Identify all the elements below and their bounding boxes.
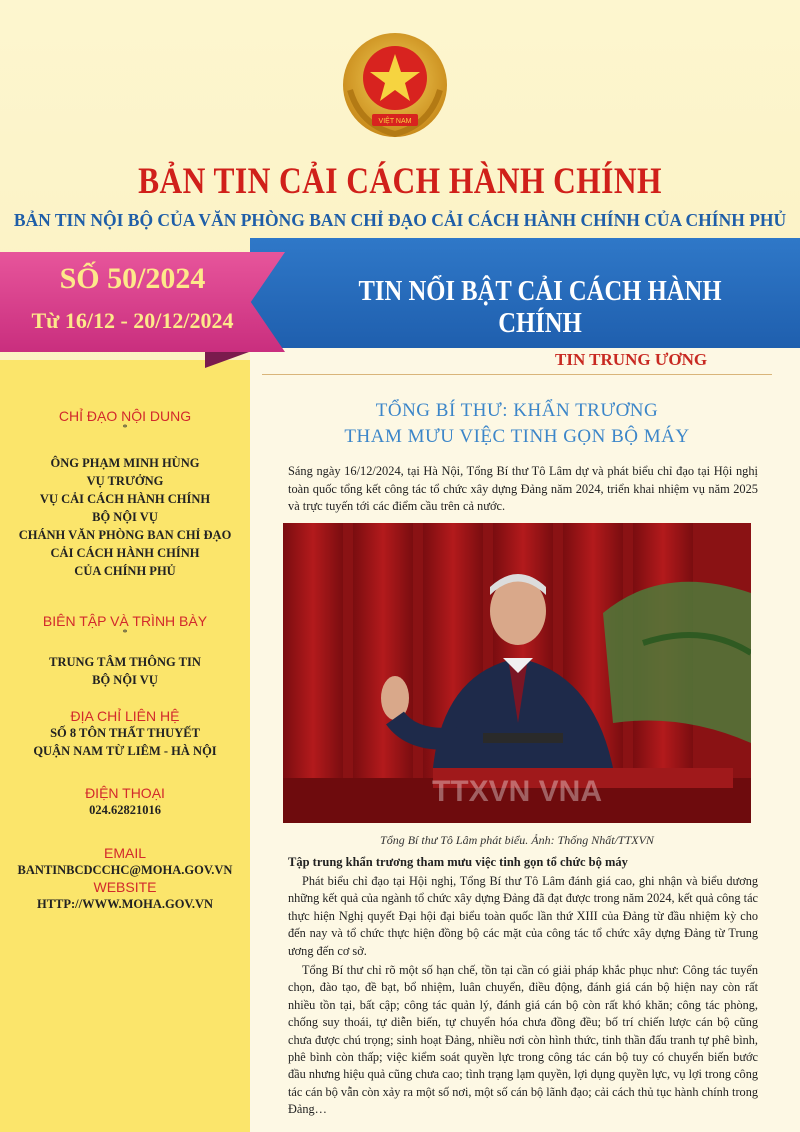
sidebar-heading: BIÊN TẬP VÀ TRÌNH BÀY bbox=[42, 613, 208, 629]
sidebar-star: * bbox=[122, 423, 128, 434]
section-divider bbox=[262, 374, 772, 375]
emblem-ribbon-text: VIỆT NAM bbox=[378, 118, 412, 125]
sidebar-line: ÔNG PHẠM MINH HÙNG bbox=[50, 456, 200, 470]
sidebar-line: BỘ NỘI VỤ bbox=[92, 673, 158, 687]
sidebar-line: QUẬN NAM TỪ LIÊM - HÀ NỘI bbox=[33, 744, 217, 758]
article-lead: Sáng ngày 16/12/2024, tại Hà Nội, Tổng Bí thư Tô Lâm dự và phát biểu chỉ đạo tại Hội nghị toàn quốc tổng kết công tác tổ chức xây dựng Đảng năm 2024, triển khai nhiệm vụ năm 2025 và trực tuyến tới các điểm cầu trên cả nước. bbox=[288, 464, 758, 513]
sidebar-line: BỘ NỘI VỤ bbox=[92, 510, 158, 524]
issue-ribbon-fold bbox=[205, 352, 249, 368]
issue-dates: Từ 16/12 - 20/12/2024 bbox=[31, 308, 234, 333]
sidebar-heading: CHỈ ĐẠO NỘI DUNG bbox=[58, 408, 192, 424]
phone-number: 024.62821016 bbox=[89, 803, 161, 817]
sidebar-dia-chi bbox=[0, 708, 250, 760]
article-photo bbox=[283, 523, 751, 823]
sidebar-email bbox=[0, 845, 250, 913]
sidebar-line: TRUNG TÂM THÔNG TIN bbox=[49, 655, 201, 669]
section-label: TIN TRUNG ƯƠNG bbox=[555, 350, 708, 369]
website-link[interactable]: HTTP://WWW.MOHA.GOV.VN bbox=[36, 897, 214, 911]
article-title-line: THAM MƯU VIỆC TINH GỌN BỘ MÁY bbox=[344, 426, 690, 447]
issue-number: SỐ 50/2024 bbox=[59, 262, 206, 295]
banner-title: TIN NỔI BẬT CẢI CÁCH HÀNH CHÍNH bbox=[358, 276, 722, 339]
article-paragraph: Tổng Bí thư chỉ rõ một số hạn chế, tồn tại cần có giải pháp khắc phục như: Công tác tuyển chọn, đào tạo, đề bạt, bổ nhiệm, luân chuyển, điều động, đánh giá cán bộ hiện nay còn rất nhiều tồn tại, bất cập; công tác quản lý, đánh giá cán bộ còn rất khó khăn; công tác phòng, chống suy thoái, tự diễn biến, tự chuyển hóa chưa đồng đều; bố trí chiến lược cán bộ cũng chưa được chú trọng; sinh hoạt Đảng, nhiều nơi còn hình thức, tinh thần đấu tranh tự phê bình, phê bình còn thấp; việc kiểm soát quyền lực trong công tác cán bộ tuy có chuyển biến bước đầu nhưng hiệu quả cũng chưa cao; tình trạng lạm quyền, lợi dụng quyền lực, vụ lợi trong công tác cán bộ vẫn còn xảy ra một số nơi, một số cán bộ lãnh đạo; cải cách thủ tục hành chính trong Đảng… bbox=[288, 963, 758, 1117]
newsletter-title: BẢN TIN CẢI CÁCH HÀNH CHÍNH bbox=[138, 161, 662, 202]
sidebar-chi-dao bbox=[0, 408, 250, 580]
sidebar-heading: ĐIỆN THOẠI bbox=[85, 785, 165, 801]
national-emblem-icon bbox=[340, 30, 450, 140]
sidebar-line: VỤ CẢI CÁCH HÀNH CHÍNH bbox=[39, 492, 211, 506]
email-address[interactable]: BANTINBCDCCHC@MOHA.GOV.VN bbox=[17, 863, 233, 877]
sidebar-dien-thoai bbox=[0, 785, 250, 819]
sidebar-heading: EMAIL bbox=[103, 845, 146, 861]
sidebar-star: * bbox=[122, 628, 128, 639]
photo-caption: Tổng Bí thư Tô Lâm phát biểu. Ảnh: Thống Nhất/TTXVN bbox=[380, 833, 654, 847]
article-title bbox=[262, 398, 772, 450]
photo-watermark: TTXVN VNA bbox=[431, 775, 603, 808]
sidebar-heading: ĐỊA CHỈ LIÊN HỆ bbox=[70, 708, 180, 724]
sidebar-line: CỦA CHÍNH PHỦ bbox=[74, 564, 176, 578]
article-section-heading: Tập trung khẩn trương tham mưu việc tinh gọn tổ chức bộ máy bbox=[288, 855, 628, 869]
article-title-line: TỔNG BÍ THƯ: KHẨN TRƯƠNG bbox=[375, 400, 659, 421]
article-paragraph: Phát biểu chỉ đạo tại Hội nghị, Tổng Bí thư Tô Lâm đánh giá cao, ghi nhận và biểu dương những kết quả của ngành tổ chức xây dựng Đảng đã đạt được trong năm 2024, kết quả công tác thực hiện Nghị quyết Đại hội đại biểu toàn quốc lần thứ XIII của Đảng từ đầu nhiệm kỳ cho đến nay và tổ chức thực hiện đồng bộ các mặt của công tác tổ chức xây dựng Đảng từ Trung ương đến cơ sở. bbox=[288, 874, 758, 958]
sidebar-line: VỤ TRƯỞNG bbox=[86, 474, 164, 488]
newsletter-subtitle: BẢN TIN NỘI BỘ CỦA VĂN PHÒNG BAN CHỈ ĐẠO CẢI CÁCH HÀNH CHÍNH CỦA CHÍNH PHỦ bbox=[13, 210, 787, 230]
sidebar-line: SỐ 8 TÔN THẤT THUYẾT bbox=[50, 726, 200, 740]
sidebar-bien-tap bbox=[0, 613, 250, 689]
sidebar-line: CHÁNH VĂN PHÒNG BAN CHỈ ĐẠO bbox=[18, 528, 232, 542]
sidebar-heading: WEBSITE bbox=[93, 879, 157, 895]
sidebar-line: CẢI CÁCH HÀNH CHÍNH bbox=[50, 546, 200, 560]
article-body bbox=[288, 873, 758, 1121]
